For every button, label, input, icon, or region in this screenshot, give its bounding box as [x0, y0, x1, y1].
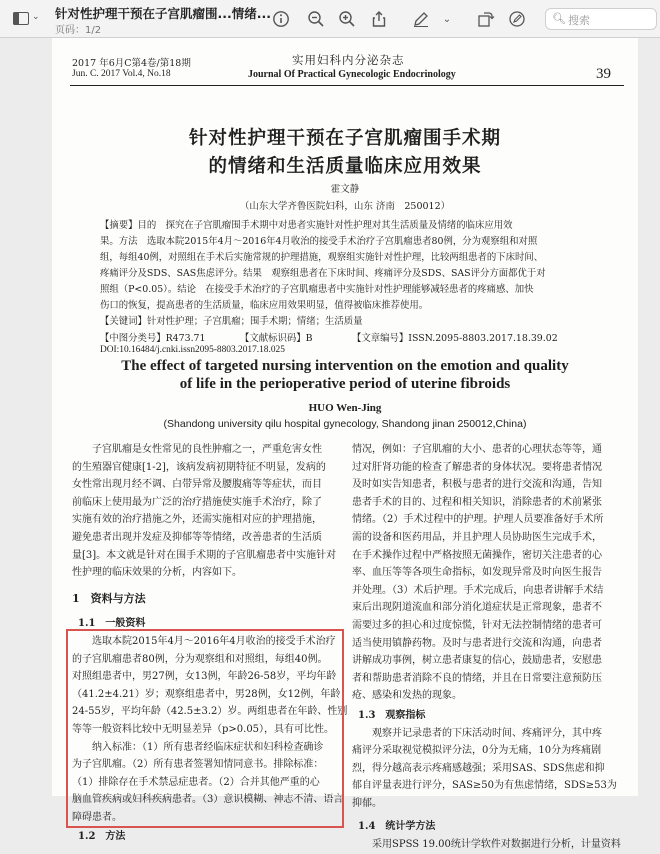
section-heading: 1 资料与方法: [72, 591, 146, 605]
body-line: 等等一般资料比较中无明显差异（p>0.05），具有可比性。: [72, 723, 335, 735]
abstract-line: 伤口的恢复，提高患者的生活质量，临床应用效果明显，值得被临床推荐使用。: [100, 300, 429, 311]
article-id: 【文章编号】ISSN.2095-8803.2017.18.39.02: [352, 333, 558, 344]
body-line: 患者手术的目的、过程和相关知识，消除患者的术前紧张: [352, 496, 602, 508]
doi: DOI:10.16484/j.cnki.issn2095-8803.2017.18.025: [100, 345, 285, 355]
markup-menu-button[interactable]: [436, 8, 458, 30]
document-title: 针对性护理干预在子宫肌瘤围...情绪...: [55, 6, 271, 21]
body-line: 量[3]。本文就是针对在围手术期的子宫肌瘤患者中实施针对: [72, 549, 337, 561]
sidebar-icon-fill: [13, 12, 19, 25]
subsection-heading: 1.4 统计学方法: [358, 821, 436, 833]
abstract-line: 果。方法 选取本院2015年4月～2016年4月收治的接受手术治疗子宫肌瘤患者80例，分为观察组和对照: [100, 236, 538, 247]
issue-cn: 2017 年6月C第4卷/第18期: [72, 58, 191, 69]
affiliation: （山东大学齐鲁医院妇科，山东 济南 250012）: [239, 201, 451, 212]
body-line: 烈，得分越高表示疼痛感越强；采用SAS、SDS焦虑和抑: [352, 762, 605, 774]
body-line: 观察并记录患者的下床活动时间、疼痛评分，其中疼: [372, 727, 602, 739]
body-line: 障碍患者。: [72, 811, 122, 823]
page-indicator: 页码：1/2: [55, 25, 102, 36]
abstract-line: 疼痛评分及SDS、SAS焦虑评分。结果 观察组患者在下床时间、疼痛评分及SDS、SAS评分方面都优于对: [100, 268, 546, 279]
english-affiliation: (Shandong university qilu hospital gynecology, Shandong jinan 250012,China): [163, 418, 527, 430]
body-line: 束后出现阴道流血和部分消化道症状是正常现象，患者不: [352, 602, 602, 614]
body-line: 脑血管疾病或妇科疾病患者。（3）意识模糊、神志不清、语言: [72, 794, 344, 806]
zoom-in-button[interactable]: [336, 8, 358, 30]
body-line: 适当使用镇静药物。及时与患者进行交流和沟通，向患者: [352, 637, 602, 649]
body-line: 抑郁。: [352, 797, 382, 809]
author: 霍文静: [330, 184, 360, 195]
chevron-down-icon: ⌄: [32, 12, 40, 22]
body-line: 采用SPSS 19.00统计学软件对数据进行分析，计量资料: [372, 839, 621, 851]
share-button[interactable]: [368, 8, 390, 30]
pdf-page: [52, 38, 638, 851]
body-line: 对照组患者中，男27例，女13例，年龄26-58岁，平均年龄: [72, 671, 337, 683]
abstract-line: 【摘要】目的 探究在子宫肌瘤围手术期中对患者实施针对性护理对其生活质量及情绪的临床应用效: [100, 220, 513, 231]
article-title-line-1: 针对性护理干预在子宫肌瘤围手术期: [188, 128, 501, 149]
journal-name-en: Journal Of Practical Gynecologic Endocrinology: [248, 69, 456, 80]
annotate-button[interactable]: [506, 8, 528, 30]
keywords: 【关键词】针对性护理；子宫肌瘤；围手术期；情绪；生活质量: [100, 316, 363, 327]
info-button[interactable]: [270, 8, 292, 30]
rotate-button[interactable]: [474, 8, 496, 30]
english-title-line-2: of life in the perioperative period of uterine fibroids: [179, 376, 511, 392]
body-line: 女性常出现月经不调、白带异常及腰腹痛等等症状，而目: [72, 479, 322, 491]
body-line: 者和帮助患者消除不良的情绪，并且在日常要注意预防压: [352, 672, 602, 684]
zoom-out-button[interactable]: [305, 8, 327, 30]
body-line: 选取本院2015年4月～2016年4月收治的接受手术治疗: [92, 635, 336, 647]
body-line: 疮、感染和发热的现象。: [352, 690, 462, 702]
body-line: 及时如实告知患者，积极与患者的进行交流和沟通，告知: [352, 479, 602, 491]
body-line: 过对肝肾功能的检查了解患者的身体状况。要将患者情况: [352, 461, 602, 473]
body-line: 的子宫肌瘤患者80例，分为观察组和对照组，每组40例。: [72, 653, 328, 665]
rotate-icon: [476, 10, 494, 28]
chevron-down-icon: ⌄: [442, 13, 452, 25]
document-code: 【文献标识码】B: [240, 333, 313, 344]
body-line: 避免患者出现并发症及抑郁等等情绪，改善患者的生活质: [72, 531, 322, 543]
search-field[interactable]: [545, 8, 657, 30]
header-rule: [70, 85, 624, 86]
markup-button[interactable]: [410, 8, 432, 30]
pen-icon: [412, 10, 430, 28]
body-line: 讲解成功事例，树立患者康复的信心，鼓励患者，安慰患: [352, 655, 602, 667]
body-line: 痛评分采取视觉模拟评分法，0分为无痛，10分为疼痛剧: [352, 745, 602, 757]
body-line: 情况，例如：子宫肌瘤的大小、患者的心理状态等等，通: [352, 444, 602, 455]
body-line: 实施有效的治疗措施之外，还需实施相对应的护理措施，: [72, 514, 322, 526]
body-line: 并处理。（3）术后护理。手术完成后，向患者讲解手术结: [352, 584, 604, 596]
right-column: [352, 441, 621, 854]
zoom-in-icon: [338, 10, 356, 28]
search-icon: 🔍︎: [552, 12, 566, 25]
body-line: 前临床上使用最为广泛的治疗措施使实施手术治疗，除了: [72, 496, 322, 508]
body-line: 需要过多的担心和过度惊慌，针对无法控制情绪的患者可: [352, 619, 602, 631]
body-line: 子宫肌瘤是女性常见的良性肿瘤之一，严重危害女性: [92, 444, 322, 455]
body-line: 性护理的临床效果的分析，内容如下。: [72, 567, 242, 579]
annotate-icon: [508, 10, 526, 28]
abstract-line: 组，每组40例，对照组在手术后实施常规的护理措施，观察组实施针对性护理，比较两组患者的下床时间、: [100, 252, 544, 263]
issue-en: Jun. C. 2017 Vol.4, No.18: [72, 69, 171, 79]
body-line: 率、血压等等各项生命指标，如发现异常及时向医生报告: [352, 567, 602, 579]
article-title-line-2: 的情绪和生活质量临床应用效果: [208, 156, 482, 177]
body-line: （41.2±4.21）岁；观察组患者中，男28例，女12例，年龄: [72, 688, 341, 700]
subsection-heading: 1.2 方法: [78, 831, 126, 843]
body-line: 24-55岁，平均年龄（42.5±3.2）岁。两组患者在年龄、性别: [72, 706, 348, 718]
abstract-line: 照组（P<0.05）。结论 在接受手术治疗的子宫肌瘤患者中实施针对性护理能够减轻患者的疼痛感、加快: [100, 284, 534, 295]
body-line: 在手术操作过程中严格按照无菌操作，密切关注患者的心: [352, 549, 602, 561]
body-line: 纳入标准：（1）所有患者经临床症状和妇科检查确诊: [92, 741, 324, 753]
highlight-box: [66, 629, 344, 828]
sidebar-toggle-button[interactable]: [10, 8, 40, 30]
share-icon: [370, 10, 388, 28]
zoom-out-icon: [307, 10, 325, 28]
subsection-heading: 1.3 观察指标: [358, 709, 426, 721]
body-line: 的生殖器官健康[1-2]，该病发病初期特征不明显，发病的: [72, 461, 326, 473]
body-line: 情绪。（2）手术过程中的护理。护理人员要准备好手术所: [352, 514, 604, 526]
body-line: （1）排除存在手术禁忌症患者。（2）合并其他严重的心: [72, 776, 320, 788]
viewer-toolbar: [0, 0, 660, 38]
info-icon: [272, 10, 290, 28]
clc-number: 【中图分类号】R473.71: [100, 333, 206, 344]
body-line: 郁自评量表进行评分，SAS≥50为有焦虑情绪，SDS≥53为: [352, 780, 617, 792]
page-number: 39: [596, 66, 611, 82]
subsection-heading: 1.1 一般资料: [78, 618, 146, 630]
body-line: 需的设备和医药用品，并且护理人员协助医生完成手术，: [352, 531, 602, 543]
english-title-line-1: The effect of targeted nursing intervention on the emotion and quality: [121, 358, 569, 374]
journal-name-cn: 实用妇科内分泌杂志: [292, 53, 405, 67]
body-line: 为子宫肌瘤。（2）所有患者签署知情同意书。排除标准：: [72, 759, 324, 771]
english-author: HUO Wen-Jing: [308, 402, 382, 414]
search-placeholder: 搜索: [568, 14, 590, 27]
